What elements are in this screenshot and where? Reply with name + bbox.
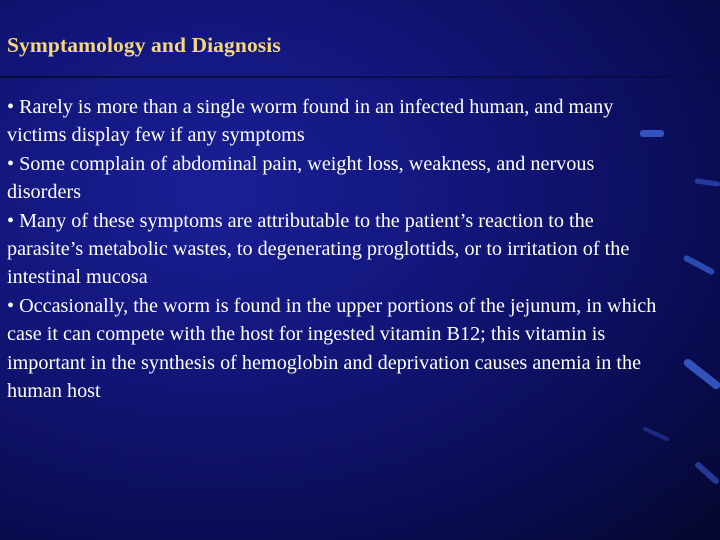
bullet-item-1 bbox=[7, 93, 657, 150]
title-divider bbox=[0, 76, 720, 78]
light-streak bbox=[640, 130, 664, 137]
bullet-text-3: Many of these symptoms are attributable to the patient’s reaction to the parasite’s metabolic wastes, to degenerating proglottids, or to irritation of the intestinal mucosa bbox=[7, 209, 630, 289]
light-streak bbox=[695, 178, 720, 186]
bullet-marker: • bbox=[7, 96, 15, 118]
light-streak bbox=[694, 461, 720, 486]
light-streak bbox=[682, 357, 720, 390]
bullet-text-4: Occasionally, the worm is found in the upper portions of the jejunum, in which case it can compete with the host for ingested vitamin B12; this vitamin is important in the synthesis of hemoglobin and deprivation causes anemia in the human host bbox=[7, 294, 657, 403]
decorative-light-streaks bbox=[640, 0, 720, 540]
bullet-list bbox=[7, 93, 657, 405]
slide-title: Symptamology and Diagnosis bbox=[7, 33, 281, 57]
bullet-item-2 bbox=[7, 150, 657, 207]
bullet-text-1: Rarely is more than a single worm found in an infected human, and many victims display few if any symptoms bbox=[7, 96, 614, 147]
bullet-marker: • bbox=[7, 209, 15, 232]
bullet-marker: • bbox=[7, 152, 15, 175]
bullet-marker: • bbox=[7, 294, 15, 317]
bullet-text-2: Some complain of abdominal pain, weight loss, weakness, and nervous disorders bbox=[7, 152, 595, 204]
light-streak bbox=[683, 254, 716, 275]
light-streak bbox=[642, 426, 669, 441]
bullet-item-4 bbox=[7, 292, 657, 406]
bullet-item-3 bbox=[7, 207, 657, 292]
